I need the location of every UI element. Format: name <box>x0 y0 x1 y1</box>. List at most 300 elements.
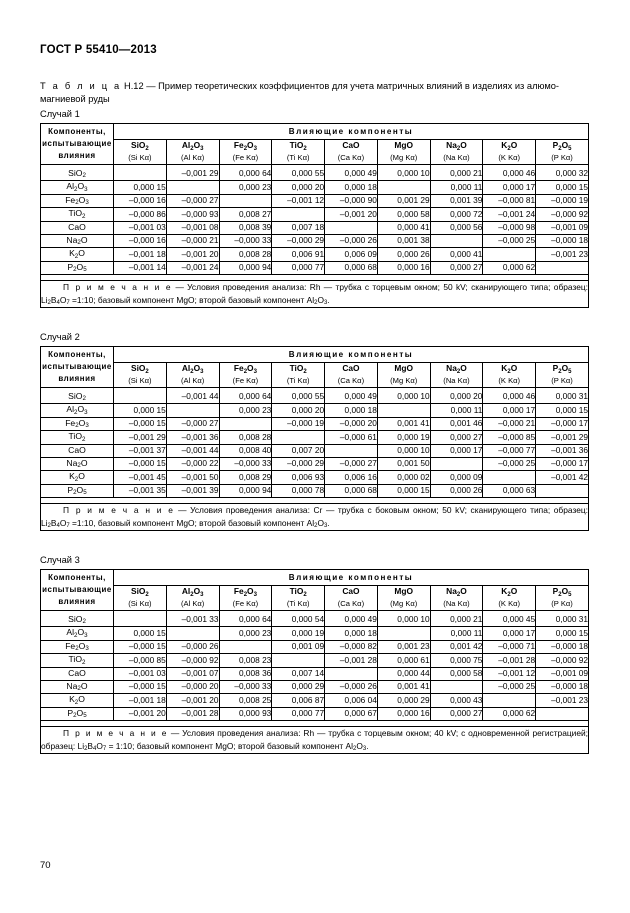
cell-value: –0,001 29 <box>536 431 589 445</box>
coefficients-table-1 <box>40 123 589 308</box>
table-row <box>41 194 589 208</box>
cell-value: –0,001 20 <box>166 248 219 262</box>
cell-value: 0,000 62 <box>483 261 536 275</box>
cell-value: 0,008 40 <box>219 444 272 457</box>
case-label-3: Случай 3 <box>40 554 80 565</box>
cell-value: 0,006 16 <box>325 471 378 485</box>
cell-value: 0,006 93 <box>272 471 325 485</box>
cell-value: 0,000 78 <box>272 484 325 498</box>
cell-value: –0,001 50 <box>166 471 219 485</box>
table-row <box>41 484 589 498</box>
cell-value: 0,000 15 <box>377 484 430 498</box>
table-caption-number: Н.12 <box>123 81 144 91</box>
cell-value: 0,000 21 <box>430 610 483 627</box>
cell-value: 0,000 75 <box>430 654 483 668</box>
cell-value: 0,000 15 <box>114 181 167 195</box>
cell-value <box>536 707 589 721</box>
cell-value: –0,000 33 <box>219 234 272 248</box>
row-label-sio2: SiO$_2$ <box>41 610 114 627</box>
row-label-al2o3: $Al_2O_3$ <box>41 627 114 641</box>
header-col-mgo: MgO (Mg Kα) <box>377 139 430 164</box>
row-label-na2o: $Na_2O$ <box>41 457 114 471</box>
cell-value: –0,000 15 <box>114 640 167 654</box>
cell-value: –0,000 33 <box>219 457 272 471</box>
cell-value: –0,001 24 <box>483 208 536 222</box>
cell-value: –0,000 26 <box>325 234 378 248</box>
cell-value: –0,000 15 <box>114 417 167 431</box>
cell-value: –0,001 03 <box>114 221 167 234</box>
cell-value: 0,000 26 <box>430 484 483 498</box>
cell-value: –0,001 33 <box>166 610 219 627</box>
cell-value: –0,001 39 <box>166 484 219 498</box>
header-col-k2o: $K_2O$ (K Kα) <box>483 139 536 164</box>
cell-value: 0,000 10 <box>377 444 430 457</box>
cell-value: 0,000 11 <box>430 181 483 195</box>
cell-value: –0,000 18 <box>536 640 589 654</box>
cell-value: 0,008 23 <box>219 654 272 668</box>
cell-value: –0,000 25 <box>483 680 536 694</box>
header-col-cao: CaO (Ca Kα) <box>325 139 378 164</box>
header-col-mgo: MgO (Mg Kα) <box>377 362 430 387</box>
cell-value: 0,000 93 <box>219 707 272 721</box>
row-label-cao: CaO <box>41 667 114 680</box>
cell-value: 0,000 11 <box>430 627 483 641</box>
table-header-row-1 <box>41 346 589 362</box>
cell-value: –0,000 15 <box>114 457 167 471</box>
cell-value: 0,000 94 <box>219 261 272 275</box>
row-label-k2o: $K_2O$ <box>41 694 114 708</box>
cell-value <box>483 471 536 485</box>
standard-header: ГОСТ Р 55410—2013 <box>40 44 157 56</box>
cell-value: –0,000 93 <box>166 208 219 222</box>
cell-value <box>377 181 430 195</box>
cell-value <box>536 261 589 275</box>
cell-value: –0,001 42 <box>536 471 589 485</box>
row-label-fe2o3: $Fe_2O_3$ <box>41 417 114 431</box>
cell-value: 0,000 55 <box>272 387 325 404</box>
cell-value: 0,000 68 <box>325 261 378 275</box>
cell-value: 0,000 20 <box>272 404 325 418</box>
row-label-na2o: $Na_2O$ <box>41 234 114 248</box>
cell-value <box>114 164 167 181</box>
cell-value: –0,001 12 <box>483 667 536 680</box>
cell-value: 0,000 20 <box>272 181 325 195</box>
table-row <box>41 680 589 694</box>
cell-value: –0,000 20 <box>166 680 219 694</box>
cell-value: 0,000 11 <box>430 404 483 418</box>
header-col-sio2: SiO$_2$ (Si Kα) <box>114 585 167 610</box>
table-row <box>41 181 589 195</box>
cell-value: –0,000 98 <box>483 221 536 234</box>
cell-value: –0,000 16 <box>114 234 167 248</box>
cell-value: –0,000 85 <box>483 431 536 445</box>
coefficients-table-2 <box>40 346 589 531</box>
table-row <box>41 234 589 248</box>
cell-value: 0,001 42 <box>430 640 483 654</box>
table-note: П р и м е ч а н и е — Условия проведения анализа: Rh — трубка с торцевым окном; 40 kV; с одновременной регистрацией; образец: $Li_2B_4O_7$ = 1:10; базовый компонент MgO; второй базовый компонент $Al_2O_3$. <box>41 728 588 753</box>
row-label-tio2: TiO$_2$ <box>41 654 114 668</box>
table-note-row <box>41 504 589 531</box>
header-row-components: Компоненты, испытывающие влияния <box>41 123 114 164</box>
cell-value <box>219 417 272 431</box>
table-header-row-1 <box>41 569 589 585</box>
cell-value: –0,000 61 <box>325 431 378 445</box>
cell-value: –0,001 20 <box>114 707 167 721</box>
row-label-sio2: SiO$_2$ <box>41 387 114 404</box>
cell-value <box>377 627 430 641</box>
cell-value: 0,007 20 <box>272 444 325 457</box>
cell-value: 0,000 27 <box>430 261 483 275</box>
cell-value: 0,000 58 <box>377 208 430 222</box>
cell-value: –0,000 77 <box>483 444 536 457</box>
cell-value: 0,000 23 <box>219 181 272 195</box>
table-header-row-2 <box>41 362 589 387</box>
cell-value: 0,000 23 <box>219 627 272 641</box>
cell-value: 0,000 32 <box>536 164 589 181</box>
table-row <box>41 444 589 457</box>
cell-value: –0,000 26 <box>166 640 219 654</box>
cell-value: 0,000 67 <box>325 707 378 721</box>
cell-value: –0,000 71 <box>483 640 536 654</box>
cell-value <box>272 431 325 445</box>
table-header-row-2 <box>41 139 589 164</box>
cell-value: –0,001 09 <box>536 221 589 234</box>
header-row-components: Компоненты, испытывающие влияния <box>41 569 114 610</box>
table-row <box>41 471 589 485</box>
header-col-na2o: $Na_2O$ (Na Kα) <box>430 139 483 164</box>
cell-value: –0,000 26 <box>325 680 378 694</box>
cell-value <box>483 248 536 262</box>
cell-value: 0,000 43 <box>430 694 483 708</box>
table-caption-text: — Пример теоретических коэффициентов для учета матричных влияний в изделиях из алюмо-магниевой руды <box>40 81 560 105</box>
cell-value: –0,001 36 <box>536 444 589 457</box>
cell-value: –0,001 14 <box>114 261 167 275</box>
cell-value: 0,000 17 <box>430 444 483 457</box>
cell-value: –0,001 20 <box>325 208 378 222</box>
table-row <box>41 387 589 404</box>
row-label-cao: CaO <box>41 221 114 234</box>
cell-value: 0,000 18 <box>325 404 378 418</box>
cell-value: 0,000 72 <box>430 208 483 222</box>
cell-value: 0,000 29 <box>272 680 325 694</box>
cell-value: –0,001 28 <box>166 707 219 721</box>
table-note-row <box>41 281 589 308</box>
header-col-sio2: SiO$_2$ (Si Kα) <box>114 362 167 387</box>
cell-value: 0,008 28 <box>219 431 272 445</box>
cell-value: –0,000 92 <box>536 654 589 668</box>
cell-value: –0,001 18 <box>114 248 167 262</box>
cell-value: 0,000 10 <box>377 164 430 181</box>
cell-value: –0,001 37 <box>114 444 167 457</box>
header-col-mgo: MgO (Mg Kα) <box>377 585 430 610</box>
table-row <box>41 404 589 418</box>
cell-value: 0,001 50 <box>377 457 430 471</box>
cell-value: 0,008 36 <box>219 667 272 680</box>
table-row <box>41 694 589 708</box>
cell-value: –0,001 44 <box>166 444 219 457</box>
table-row <box>41 248 589 262</box>
cell-value: –0,001 44 <box>166 387 219 404</box>
cell-value: –0,001 12 <box>272 194 325 208</box>
cell-value: –0,000 86 <box>114 208 167 222</box>
cell-value: 0,000 77 <box>272 261 325 275</box>
cell-value: 0,007 18 <box>272 221 325 234</box>
cell-value: –0,000 81 <box>483 194 536 208</box>
cell-value: 0,000 17 <box>483 627 536 641</box>
cell-value: 0,000 26 <box>377 248 430 262</box>
cell-value: 0,000 17 <box>483 404 536 418</box>
cell-value: –0,000 17 <box>536 457 589 471</box>
cell-value: 0,000 18 <box>325 627 378 641</box>
table-caption <box>40 80 592 107</box>
cell-value: –0,001 23 <box>536 248 589 262</box>
cell-value: –0,001 20 <box>166 694 219 708</box>
cell-value <box>219 640 272 654</box>
cell-value: 0,000 21 <box>430 164 483 181</box>
cell-value: –0,000 20 <box>325 417 378 431</box>
cell-value: –0,001 28 <box>483 654 536 668</box>
table-row <box>41 457 589 471</box>
cell-value: –0,001 18 <box>114 694 167 708</box>
header-col-na2o: $Na_2O$ (Na Kα) <box>430 362 483 387</box>
cell-value: –0,000 25 <box>483 457 536 471</box>
cell-value: 0,000 27 <box>430 431 483 445</box>
header-col-cao: CaO (Ca Kα) <box>325 585 378 610</box>
table-header-row-2 <box>41 585 589 610</box>
cell-value: –0,000 17 <box>536 417 589 431</box>
row-label-tio2: TiO$_2$ <box>41 431 114 445</box>
cell-value: 0,006 87 <box>272 694 325 708</box>
cell-value: –0,000 33 <box>219 680 272 694</box>
cell-value: 0,000 19 <box>377 431 430 445</box>
header-col-al2o3: $Al_2O_3$ (Al Kα) <box>166 139 219 164</box>
cell-value: 0,000 09 <box>430 471 483 485</box>
table-note-row <box>41 727 589 754</box>
row-label-k2o: $K_2O$ <box>41 248 114 262</box>
table-row <box>41 208 589 222</box>
cell-value: 0,000 49 <box>325 610 378 627</box>
cell-value: –0,000 19 <box>536 194 589 208</box>
table-caption-label: Т а б л и ц а <box>40 81 122 91</box>
row-label-sio2: SiO$_2$ <box>41 164 114 181</box>
cell-value <box>377 404 430 418</box>
header-col-al2o3: $Al_2O_3$ (Al Kα) <box>166 585 219 610</box>
cell-value: 0,000 18 <box>325 181 378 195</box>
cell-value: –0,001 07 <box>166 667 219 680</box>
cell-value: 0,000 15 <box>114 404 167 418</box>
page-number: 70 <box>40 860 51 871</box>
cell-value: –0,000 22 <box>166 457 219 471</box>
table-row <box>41 667 589 680</box>
table-note: П р и м е ч а н и е — Условия проведения анализа: Rh — трубка с торцевым окном; 50 kV; сканирующего типа; образец: $Li_2B_4O_7$ =1:10; базовый компонент MgO; второй базовый компонент $Al_2O_3$. <box>41 282 588 307</box>
cell-value: –0,000 19 <box>272 417 325 431</box>
cell-value: 0,000 55 <box>272 164 325 181</box>
table-header-row-1 <box>41 123 589 139</box>
header-col-k2o: $K_2O$ (K Kα) <box>483 362 536 387</box>
cell-value <box>325 667 378 680</box>
cell-value: 0,000 64 <box>219 610 272 627</box>
cell-value: –0,000 90 <box>325 194 378 208</box>
header-col-al2o3: $Al_2O_3$ (Al Kα) <box>166 362 219 387</box>
cell-value: –0,001 08 <box>166 221 219 234</box>
table-row <box>41 707 589 721</box>
table-row <box>41 261 589 275</box>
cell-value <box>430 680 483 694</box>
cell-value: –0,001 03 <box>114 667 167 680</box>
cell-value: 0,000 02 <box>377 471 430 485</box>
cell-value: 0,008 29 <box>219 471 272 485</box>
cell-value <box>325 221 378 234</box>
row-label-na2o: $Na_2O$ <box>41 680 114 694</box>
table-row <box>41 627 589 641</box>
header-col-tio2: TiO$_2$ (Ti Kα) <box>272 585 325 610</box>
cell-value: –0,000 85 <box>114 654 167 668</box>
cell-value: 0,000 10 <box>377 387 430 404</box>
cell-value: 0,000 15 <box>536 404 589 418</box>
cell-value: –0,000 27 <box>325 457 378 471</box>
cell-value <box>166 404 219 418</box>
cell-value: –0,001 23 <box>536 694 589 708</box>
cell-value: 0,000 63 <box>483 484 536 498</box>
header-row-components: Компоненты, испытывающие влияния <box>41 346 114 387</box>
cell-value: 0,001 09 <box>272 640 325 654</box>
cell-value: 0,000 15 <box>114 627 167 641</box>
cell-value: –0,000 92 <box>166 654 219 668</box>
header-col-tio2: TiO$_2$ (Ti Kα) <box>272 362 325 387</box>
cell-value: 0,001 23 <box>377 640 430 654</box>
cell-value <box>430 457 483 471</box>
cell-value: 0,000 58 <box>430 667 483 680</box>
cell-value: 0,000 27 <box>430 707 483 721</box>
cell-value: –0,000 82 <box>325 640 378 654</box>
cell-value: 0,000 41 <box>430 248 483 262</box>
table-row <box>41 221 589 234</box>
row-label-al2o3: $Al_2O_3$ <box>41 404 114 418</box>
cell-value: 0,000 23 <box>219 404 272 418</box>
table-note: П р и м е ч а н и е — Условия проведения анализа: Cr — трубка с боковым окном; 50 kV; сканирующего типа; образец: $Li_2B_4O_7$ =1:10, базовый компонент MgO; второй базовый компонент $Al_2O_3$. <box>41 505 588 530</box>
cell-value: 0,000 62 <box>483 707 536 721</box>
header-col-p2o5: $P_2O_5$ (P Kα) <box>536 362 589 387</box>
cell-value: 0,006 91 <box>272 248 325 262</box>
cell-value: 0,000 94 <box>219 484 272 498</box>
cell-value: 0,001 46 <box>430 417 483 431</box>
header-col-k2o: $K_2O$ (K Kα) <box>483 585 536 610</box>
cell-value <box>219 194 272 208</box>
cell-value: 0,008 27 <box>219 208 272 222</box>
cell-value: –0,001 36 <box>166 431 219 445</box>
cell-value: –0,000 21 <box>166 234 219 248</box>
cell-value: 0,000 16 <box>377 707 430 721</box>
cell-value: 0,000 56 <box>430 221 483 234</box>
header-col-fe2o3: $Fe_2O_3$ (Fe Kα) <box>219 585 272 610</box>
header-col-fe2o3: $Fe_2O_3$ (Fe Kα) <box>219 139 272 164</box>
cell-value: 0,001 41 <box>377 680 430 694</box>
cell-value: 0,000 61 <box>377 654 430 668</box>
cell-value: –0,000 29 <box>272 234 325 248</box>
cell-value: 0,000 54 <box>272 610 325 627</box>
table-row <box>41 654 589 668</box>
cell-value: 0,007 14 <box>272 667 325 680</box>
cell-value <box>166 181 219 195</box>
header-col-sio2: SiO$_2$ (Si Kα) <box>114 139 167 164</box>
row-label-fe2o3: $Fe_2O_3$ <box>41 194 114 208</box>
cases-container <box>40 109 592 754</box>
row-label-p2o5: $P_2O_5$ <box>41 707 114 721</box>
cell-value: –0,000 25 <box>483 234 536 248</box>
cell-value: –0,000 29 <box>272 457 325 471</box>
cell-value: –0,000 92 <box>536 208 589 222</box>
cell-value: 0,001 29 <box>377 194 430 208</box>
header-col-p2o5: $P_2O_5$ (P Kα) <box>536 139 589 164</box>
cell-value: 0,000 31 <box>536 610 589 627</box>
cell-value: –0,001 28 <box>325 654 378 668</box>
cell-value <box>430 234 483 248</box>
header-col-p2o5: $P_2O_5$ (P Kα) <box>536 585 589 610</box>
header-influencing-components: Влияющие компоненты <box>114 569 589 585</box>
cell-value: –0,000 16 <box>114 194 167 208</box>
cell-value: 0,000 44 <box>377 667 430 680</box>
cell-value: –0,001 29 <box>114 431 167 445</box>
cell-value: 0,008 28 <box>219 248 272 262</box>
cell-value: –0,000 18 <box>536 680 589 694</box>
cell-value: 0,000 49 <box>325 164 378 181</box>
row-label-p2o5: $P_2O_5$ <box>41 484 114 498</box>
cell-value: 0,000 16 <box>377 261 430 275</box>
cell-value: 0,000 49 <box>325 387 378 404</box>
cell-value: 0,001 41 <box>377 417 430 431</box>
cell-value: 0,000 29 <box>377 694 430 708</box>
row-label-p2o5: $P_2O_5$ <box>41 261 114 275</box>
cell-value: 0,000 64 <box>219 387 272 404</box>
cell-value: 0,000 41 <box>377 221 430 234</box>
cell-value: –0,001 09 <box>536 667 589 680</box>
row-label-tio2: TiO$_2$ <box>41 208 114 222</box>
header-col-tio2: TiO$_2$ (Ti Kα) <box>272 139 325 164</box>
table-row <box>41 164 589 181</box>
header-col-fe2o3: $Fe_2O_3$ (Fe Kα) <box>219 362 272 387</box>
row-label-al2o3: $Al_2O_3$ <box>41 181 114 195</box>
row-label-fe2o3: $Fe_2O_3$ <box>41 640 114 654</box>
cell-value <box>114 387 167 404</box>
cell-value: 0,000 19 <box>272 627 325 641</box>
cell-value: 0,000 77 <box>272 707 325 721</box>
cell-value: 0,000 15 <box>536 627 589 641</box>
cell-value: 0,006 09 <box>325 248 378 262</box>
cell-value: 0,000 31 <box>536 387 589 404</box>
table-row <box>41 417 589 431</box>
header-col-cao: CaO (Ca Kα) <box>325 362 378 387</box>
cell-value: 0,000 20 <box>430 387 483 404</box>
cell-value <box>272 208 325 222</box>
cell-value: 0,001 39 <box>430 194 483 208</box>
cell-value: 0,000 46 <box>483 164 536 181</box>
cell-value: 0,000 10 <box>377 610 430 627</box>
cell-value: 0,000 68 <box>325 484 378 498</box>
cell-value: –0,000 27 <box>166 194 219 208</box>
coefficients-table-3 <box>40 569 589 754</box>
header-influencing-components: Влияющие компоненты <box>114 123 589 139</box>
table-row <box>41 640 589 654</box>
cell-value <box>114 610 167 627</box>
cell-value: –0,001 35 <box>114 484 167 498</box>
cell-value: 0,000 15 <box>536 181 589 195</box>
cell-value: 0,008 39 <box>219 221 272 234</box>
cell-value: 0,000 17 <box>483 181 536 195</box>
cell-value: 0,001 38 <box>377 234 430 248</box>
cell-value <box>272 654 325 668</box>
cell-value: –0,001 24 <box>166 261 219 275</box>
cell-value <box>483 694 536 708</box>
